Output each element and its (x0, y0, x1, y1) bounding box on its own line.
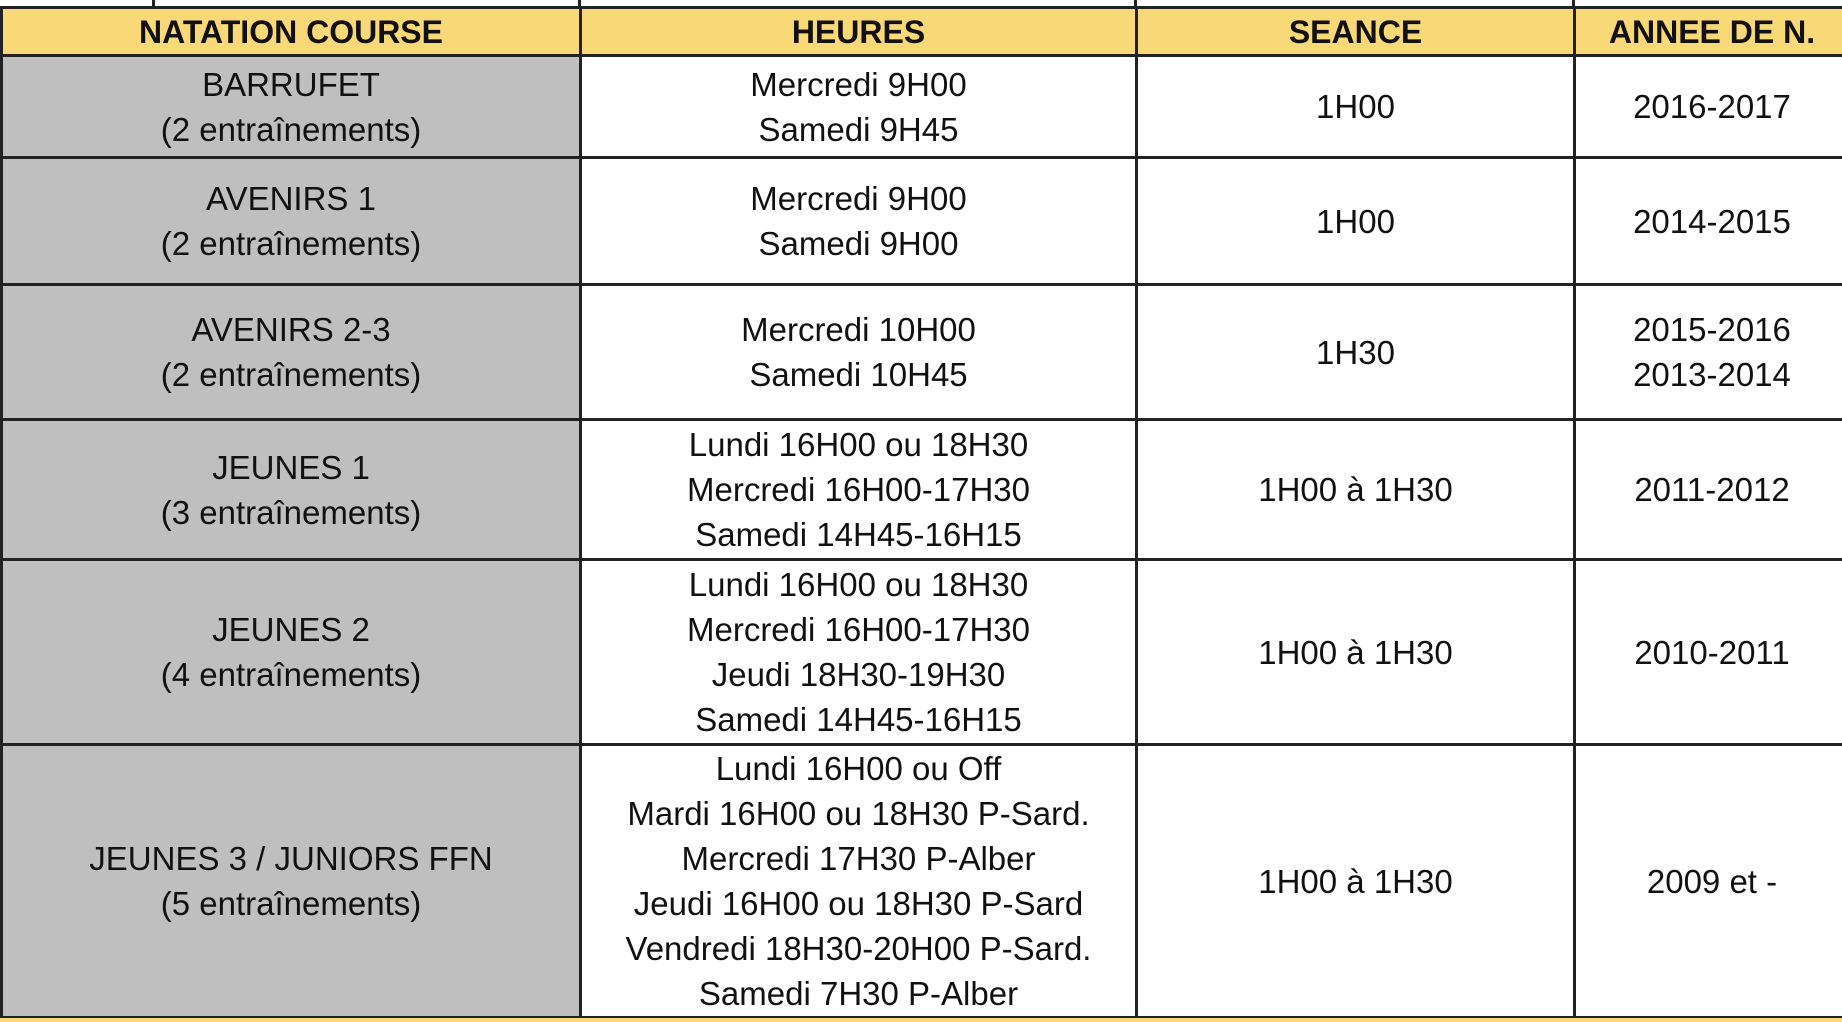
course-name: JEUNES 2 (212, 611, 370, 648)
course-name: AVENIRS 2-3 (191, 311, 391, 348)
course-sessions: (2 entraînements) (160, 356, 422, 393)
annee-line: 2016-2017 (1633, 88, 1791, 125)
course-cell (2, 285, 581, 420)
table-row (2, 158, 1842, 285)
annee-line: 2011-2012 (1634, 471, 1790, 508)
annee-line: 2009 et - (1646, 862, 1778, 900)
header-course: NATATION COURSE (2, 8, 581, 56)
heure-line: Mardi 16H00 ou 18H30 P-Sard. (627, 795, 1090, 832)
heure-line: Vendredi 18H30-20H00 P-Sard. (625, 930, 1092, 967)
heure-line: Lundi 16H00 ou 18H30 (688, 426, 1029, 463)
heure-line: Samedi 9H45 (758, 110, 959, 148)
course-name: AVENIRS 1 (206, 180, 376, 217)
seance-cell: 1H30 (1137, 285, 1575, 420)
table-row (2, 420, 1842, 560)
course-cell (2, 420, 581, 560)
header-heures: HEURES (581, 8, 1137, 56)
heure-line: Mercredi 9H00 (750, 65, 967, 103)
course-sessions: (4 entraînements) (160, 656, 422, 693)
heure-line: Lundi 16H00 ou Off (715, 750, 1002, 787)
heure-line: Mercredi 16H00-17H30 (686, 611, 1030, 648)
heure-line: Jeudi 16H00 ou 18H30 P-Sard (633, 885, 1084, 922)
heure-line: Samedi 7H30 P-Alber (698, 975, 1019, 1012)
table-row (2, 560, 1842, 745)
annee-line: 2010-2011 (1634, 633, 1790, 671)
course-name: JEUNES 3 / JUNIORS FFN (89, 840, 493, 877)
table-row (2, 285, 1842, 420)
seance-cell: 1H00 (1137, 158, 1575, 285)
annee-cell (1575, 158, 1842, 285)
heure-line: Mercredi 17H30 P-Alber (681, 840, 1036, 877)
heures-cell (581, 560, 1137, 745)
table-row (2, 745, 1842, 1018)
heure-line: Mercredi 16H00-17H30 (686, 471, 1030, 508)
annee-cell (1575, 56, 1842, 158)
swim-schedule-table (0, 6, 1842, 1019)
course-sessions: (2 entraînements) (160, 110, 422, 148)
annee-cell (1575, 560, 1842, 745)
seance-cell: 1H00 à 1H30 (1137, 560, 1575, 745)
header-annee: ANNEE DE N. (1575, 8, 1842, 56)
annee-cell (1575, 420, 1842, 560)
heure-line: Mercredi 9H00 (750, 180, 967, 217)
heure-line: Samedi 10H45 (749, 356, 968, 393)
annee-line: 2013-2014 (1633, 356, 1791, 393)
course-sessions: (5 entraînements) (160, 885, 422, 922)
heures-cell (581, 56, 1137, 158)
heure-line: Samedi 9H00 (758, 225, 959, 262)
header-seance: SEANCE (1137, 8, 1575, 56)
course-name: BARRUFET (202, 65, 380, 103)
seance-cell: 1H00 à 1H30 (1137, 420, 1575, 560)
course-cell (2, 745, 581, 1018)
heure-line: Samedi 14H45-16H15 (695, 701, 1022, 738)
heures-cell (581, 745, 1137, 1018)
seance-cell: 1H00 à 1H30 (1137, 745, 1575, 1018)
heure-line: Jeudi 18H30-19H30 (711, 656, 1006, 693)
course-sessions: (3 entraînements) (160, 493, 422, 531)
table-row (2, 56, 1842, 158)
annee-line: 2015-2016 (1633, 311, 1791, 348)
annee-cell (1575, 745, 1842, 1018)
heures-cell (581, 420, 1137, 560)
course-cell (2, 560, 581, 745)
course-cell (2, 158, 581, 285)
header-row (2, 8, 1842, 56)
bottom-band (0, 1018, 1842, 1022)
heure-line: Samedi 14H45-16H15 (695, 516, 1022, 553)
seance-cell: 1H00 (1137, 56, 1575, 158)
heure-line: Lundi 16H00 ou 18H30 (688, 566, 1029, 603)
annee-line: 2014-2015 (1633, 202, 1791, 240)
annee-cell (1575, 285, 1842, 420)
heures-cell (581, 158, 1137, 285)
course-name: JEUNES 1 (212, 448, 370, 486)
heure-line: Mercredi 10H00 (741, 311, 976, 348)
course-cell (2, 56, 581, 158)
course-sessions: (2 entraînements) (160, 225, 422, 262)
heures-cell (581, 285, 1137, 420)
